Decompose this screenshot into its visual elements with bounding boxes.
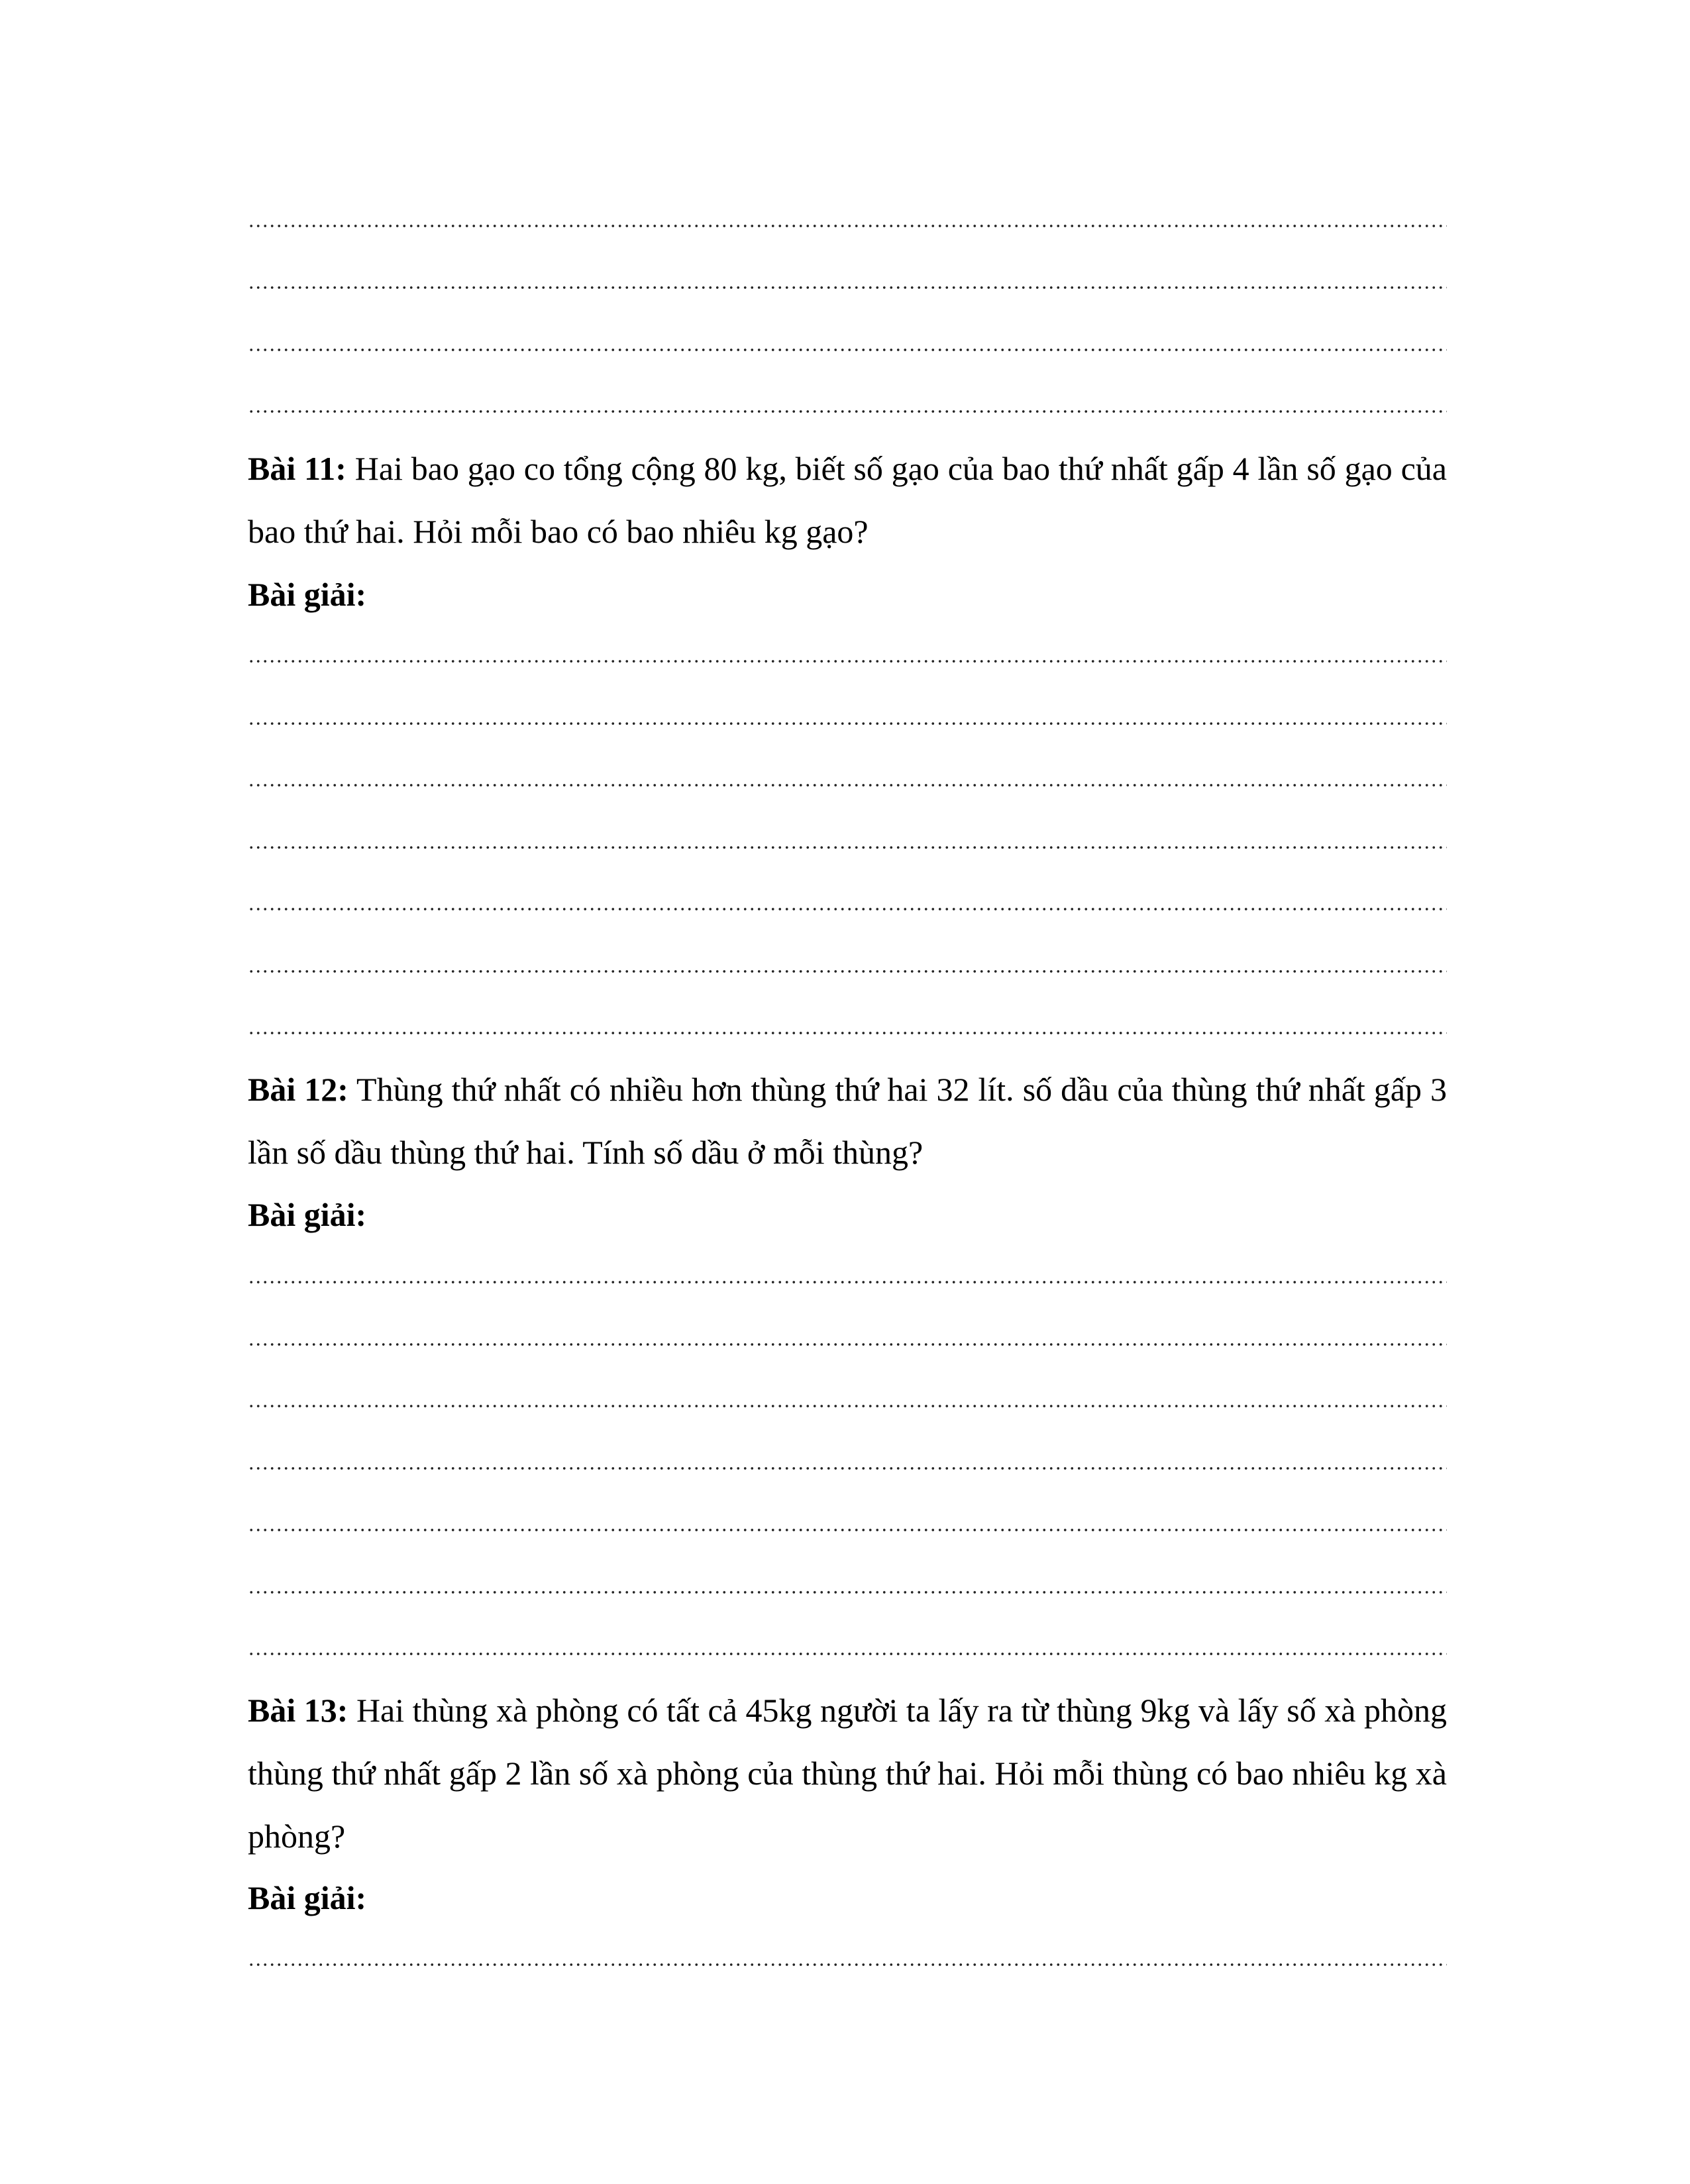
answer-line[interactable] <box>248 410 1447 413</box>
problem-text: Hai thùng xà phòng có tất cả 45kg người ta lấy ra từ thùng 9kg và lấy số xà phòng thùng thứ nhất gấp 2 lần số xà phòng của thùng thứ hai. Hỏi mỗi thùng có bao nhiêu kg xà phòng? <box>248 1692 1447 1855</box>
answer-line[interactable] <box>248 286 1447 290</box>
answer-line[interactable] <box>248 907 1447 911</box>
answer-line[interactable] <box>248 1963 1447 1967</box>
answer-line[interactable] <box>248 969 1447 973</box>
solution-heading: Bài giải: <box>248 1879 367 1916</box>
answer-line[interactable] <box>248 846 1447 849</box>
answer-line[interactable] <box>248 348 1447 352</box>
problem-text: Hai bao gạo co tổng cộng 80 kg, biết số gạo của bao thứ nhất gấp 4 lần số gạo của bao thứ hai. Hỏi mỗi bao có bao nhiêu kg gạo? <box>248 450 1448 550</box>
problem-label: Bài 13: <box>248 1692 348 1729</box>
answer-line[interactable] <box>248 783 1447 787</box>
answer-line[interactable] <box>248 1590 1447 1594</box>
answer-line[interactable] <box>248 1404 1447 1408</box>
answer-line[interactable] <box>248 722 1447 726</box>
solution-heading: Bài giải: <box>248 1196 367 1233</box>
answer-line[interactable] <box>248 1652 1447 1656</box>
answer-line[interactable] <box>248 659 1447 663</box>
problem-label: Bài 11: <box>248 450 346 487</box>
worksheet-page <box>248 0 1447 2184</box>
answer-line[interactable] <box>248 1528 1447 1532</box>
problem-11 <box>248 437 1447 563</box>
problem-13 <box>248 1679 1447 1868</box>
problem-text: Thùng thứ nhất có nhiều hơn thùng thứ hai 32 lít. số dầu của thùng thứ nhất gấp 3 lần số dầu thùng thứ hai. Tính số dầu ở mỗi thùng? <box>248 1071 1447 1171</box>
problem-label: Bài 12: <box>248 1071 348 1108</box>
answer-line[interactable] <box>248 224 1447 228</box>
answer-line[interactable] <box>248 1342 1447 1346</box>
solution-heading: Bài giải: <box>248 576 367 613</box>
problem-12 <box>248 1058 1447 1184</box>
answer-line[interactable] <box>248 1466 1447 1470</box>
answer-line[interactable] <box>248 1280 1447 1284</box>
answer-line[interactable] <box>248 1031 1447 1035</box>
